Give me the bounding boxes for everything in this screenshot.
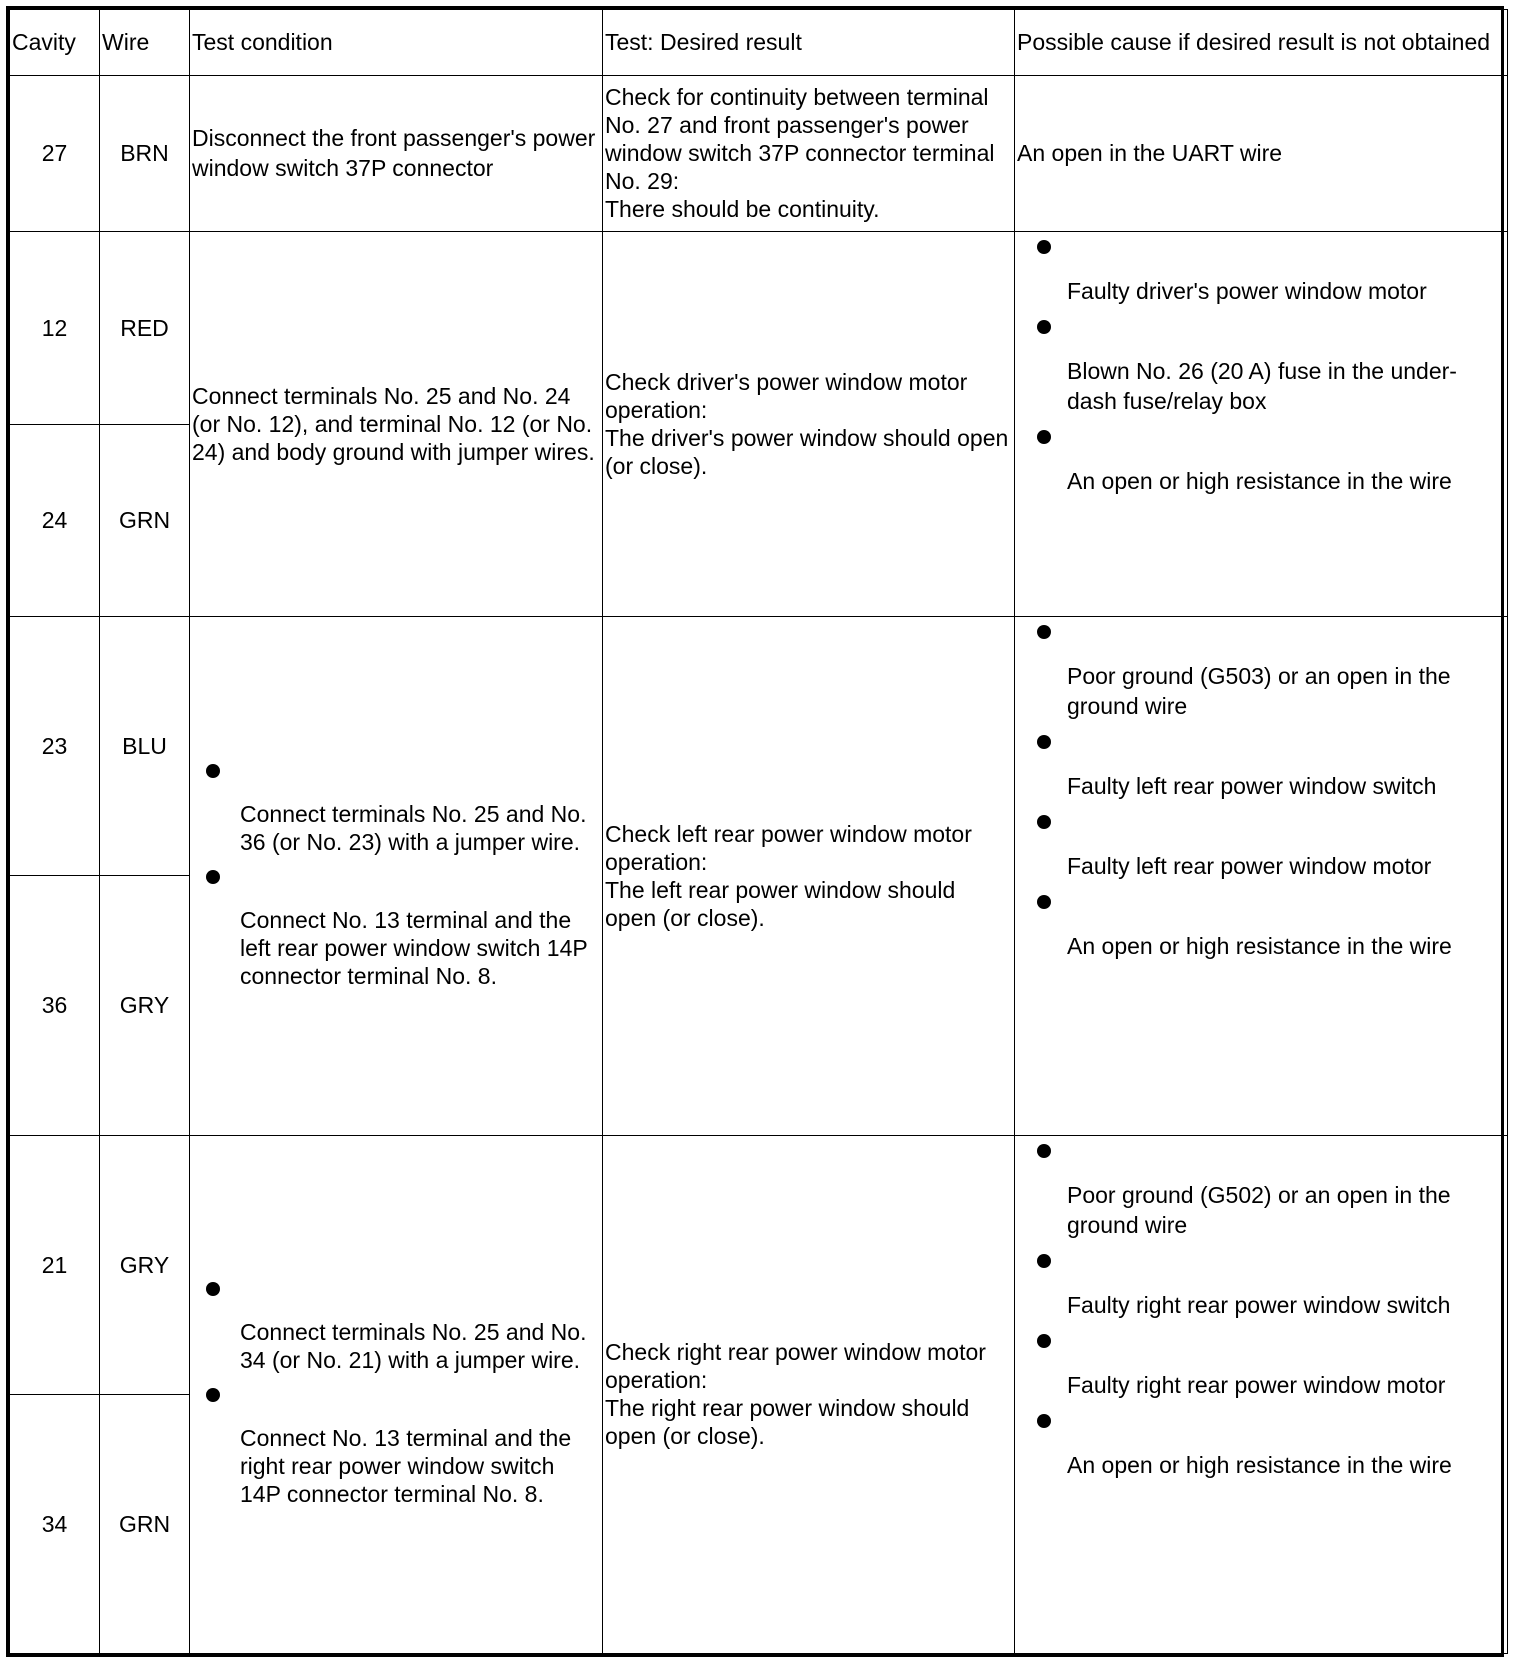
wire-cell: GRY <box>100 1135 190 1394</box>
wire-cell: RED <box>100 232 190 425</box>
cavity-cell: 21 <box>10 1135 100 1394</box>
list-item <box>192 762 600 856</box>
result-cell <box>603 75 1015 232</box>
wire-cell: GRY <box>100 876 190 1135</box>
table-row <box>10 232 1508 425</box>
cavity-cell: 36 <box>10 876 100 1135</box>
wire-cell: BRN <box>100 75 190 232</box>
bullet-icon <box>1037 815 1051 829</box>
list-item <box>192 1280 600 1374</box>
list-item <box>1017 1332 1505 1400</box>
list-item <box>192 1386 600 1508</box>
list-item <box>1017 1142 1505 1240</box>
bullet-icon <box>1037 1334 1051 1348</box>
bullet-icon <box>1037 735 1051 749</box>
result-line: Check for continuity between terminal No. 27 and front passenger's power window switch 37P connector terminal No. 29: <box>605 84 995 195</box>
table-row <box>10 617 1508 876</box>
bullet-icon <box>1037 895 1051 909</box>
result-line: The driver's power window should open (or close). <box>605 425 1009 480</box>
result-cell <box>603 617 1015 1135</box>
table-row <box>10 75 1508 232</box>
bullet-icon <box>1037 320 1051 334</box>
condition-text: Connect No. 13 terminal and the left rear power window switch 14P connector terminal No. 8. <box>240 906 588 989</box>
cavity-cell: 12 <box>10 232 100 425</box>
list-item <box>1017 623 1505 721</box>
result-line: The right rear power window should open (or close). <box>605 1395 970 1450</box>
document-page <box>6 6 1504 1657</box>
header-test-condition: Test condition <box>190 10 603 76</box>
list-item <box>1017 893 1505 961</box>
cause-cell: An open in the UART wire <box>1015 75 1508 232</box>
list-item <box>1017 813 1505 881</box>
header-cavity: Cavity <box>10 10 100 76</box>
bullet-icon <box>1037 1144 1051 1158</box>
cause-list <box>1017 623 1505 961</box>
bullet-icon <box>1037 1254 1051 1268</box>
bullet-icon <box>206 764 220 778</box>
cause-text: Faulty left rear power window motor <box>1067 853 1432 880</box>
bullet-icon <box>1037 1414 1051 1428</box>
cause-text: Faulty driver's power window motor <box>1067 278 1427 305</box>
header-possible-cause: Possible cause if desired result is not obtained <box>1015 10 1508 76</box>
result-line: Check right rear power window motor operation: <box>605 1339 986 1394</box>
cause-cell <box>1015 1135 1508 1653</box>
wire-cell: GRN <box>100 1394 190 1653</box>
header-row <box>10 10 1508 76</box>
cavity-cell: 24 <box>10 424 100 617</box>
cause-text: Faulty left rear power window switch <box>1067 773 1437 800</box>
cause-cell <box>1015 617 1508 1135</box>
table-row <box>10 1135 1508 1394</box>
result-line: Check driver's power window motor operation: <box>605 369 968 424</box>
cause-cell <box>1015 232 1508 617</box>
header-desired-result: Test: Desired result <box>603 10 1015 76</box>
result-cell <box>603 232 1015 617</box>
result-cell <box>603 1135 1015 1653</box>
list-item <box>1017 733 1505 801</box>
cavity-cell: 34 <box>10 1394 100 1653</box>
result-line: The left rear power window should open (or close). <box>605 876 956 931</box>
list-item <box>1017 1412 1505 1480</box>
cause-text: An open or high resistance in the wire <box>1067 1451 1452 1478</box>
list-item <box>1017 238 1505 306</box>
troubleshooting-table <box>9 9 1508 1654</box>
wire-cell: GRN <box>100 424 190 617</box>
bullet-icon <box>1037 430 1051 444</box>
bullet-icon <box>206 870 220 884</box>
cause-text: Poor ground (G503) or an open in the ground wire <box>1067 663 1451 720</box>
list-item <box>1017 1252 1505 1320</box>
list-item <box>1017 318 1505 416</box>
condition-text: Connect No. 13 terminal and the right rear power window switch 14P connector terminal No. 8. <box>240 1425 572 1508</box>
condition-cell <box>190 75 603 232</box>
bullet-icon <box>1037 240 1051 254</box>
condition-text: Connect terminals No. 25 and No. 34 (or No. 21) with a jumper wire. <box>240 1319 587 1374</box>
cause-text: Faulty right rear power window switch <box>1067 1291 1451 1318</box>
list-item <box>192 868 600 990</box>
cavity-cell: 27 <box>10 75 100 232</box>
wire-cell: BLU <box>100 617 190 876</box>
condition-list <box>192 762 600 990</box>
bullet-icon <box>206 1388 220 1402</box>
result-line: Check left rear power window motor operation: <box>605 820 972 875</box>
cause-list <box>1017 238 1505 496</box>
cavity-cell: 23 <box>10 617 100 876</box>
cause-text: An open or high resistance in the wire <box>1067 933 1452 960</box>
cause-text: Faulty right rear power window motor <box>1067 1371 1446 1398</box>
condition-list <box>192 1280 600 1508</box>
list-item <box>1017 428 1505 496</box>
bullet-icon <box>206 1282 220 1296</box>
cause-text: Poor ground (G502) or an open in the ground wire <box>1067 1181 1451 1238</box>
bullet-icon <box>1037 625 1051 639</box>
condition-cell <box>190 617 603 1135</box>
cause-text: An open or high resistance in the wire <box>1067 468 1452 495</box>
header-wire: Wire <box>100 10 190 76</box>
condition-text: Connect terminals No. 25 and No. 36 (or No. 23) with a jumper wire. <box>240 800 587 855</box>
cause-text: Blown No. 26 (20 A) fuse in the under-dash fuse/relay box <box>1067 358 1457 415</box>
result-line: There should be continuity. <box>605 196 880 223</box>
condition-cell <box>190 1135 603 1653</box>
condition-text: Connect terminals No. 25 and No. 24 (or No. 12), and terminal No. 12 (or No. 24) and body ground with jumper wires. <box>192 383 595 466</box>
condition-text: Disconnect the front passenger's power window switch 37P connector <box>192 125 596 182</box>
condition-cell <box>190 232 603 617</box>
cause-list <box>1017 1142 1505 1480</box>
